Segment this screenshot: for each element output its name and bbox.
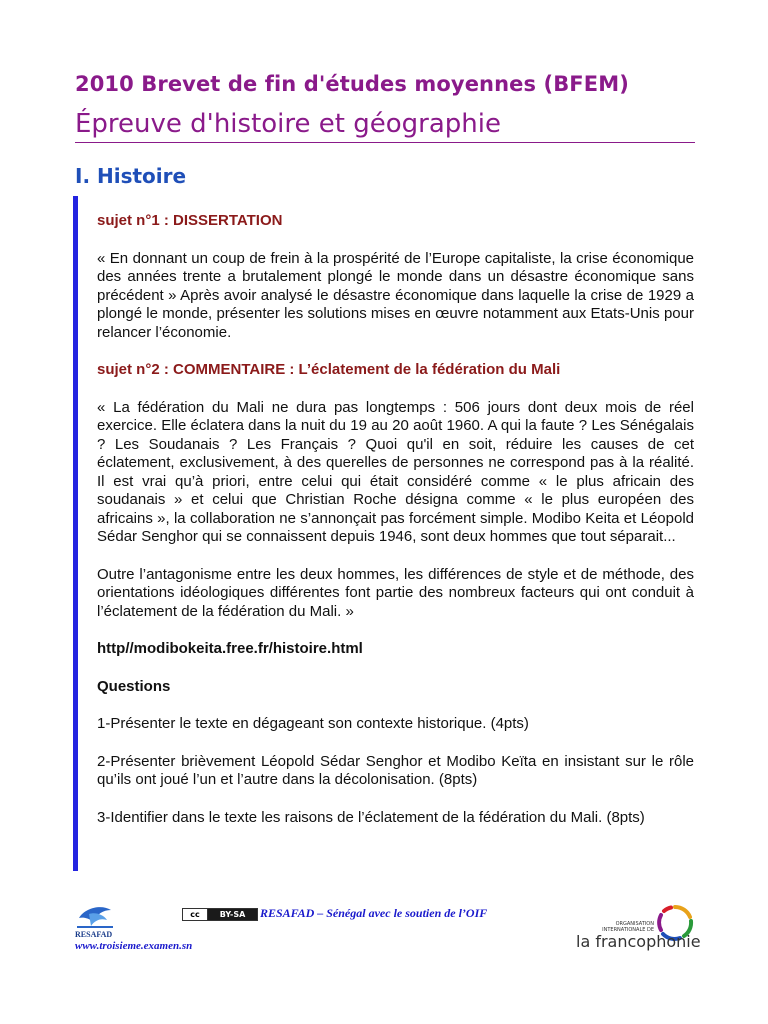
oif-name: la francophonie <box>576 932 701 951</box>
footer-url[interactable]: www.troisieme.examen.sn <box>75 940 193 952</box>
question-2: 2-Présenter brièvement Léopold Sédar Senghor et Modibo Keïta en insistant sur le rôle qu’ils ont joué l’un et l’autre dans la décolonisation. (8pts) <box>97 752 694 788</box>
document-title: 2010 Brevet de fin d'études moyennes (BFEM) <box>75 72 629 96</box>
content-body <box>97 212 694 827</box>
title-divider <box>75 142 695 143</box>
subject-2-paragraph-2: Outre l’antagonisme entre les deux hommes, les différences de style et de méthode, des orientations idéologiques différentes font partie des nombreux facteurs qui ont conduit à l’éclatement de la fédération du Mali. » <box>97 565 694 620</box>
subject-1-text: « En donnant un coup de frein à la prospérité de l’Europe capitaliste, la crise économique des années trente a brutalement plongé le monde dans un désastre économique sans précédent » Après avoir analysé le désastre économique dans laquelle la crise de 1929 a plongé le monde, présenter les solutions mises en œuvre notamment aux Etats-Unis pour relancer l’économie. <box>97 249 694 341</box>
resafad-logo-label: RESAFAD <box>75 930 113 939</box>
question-3: 3-Identifier dans le texte les raisons de l’éclatement de la fédération du Mali. (8pts) <box>97 808 645 826</box>
oif-subtitle: ORGANISATION INTERNATIONALE DE <box>602 921 654 933</box>
subject-2-paragraph-1: « La fédération du Mali ne dura pas longtemps : 506 jours dont deux mois de réel exercice. Elle éclatera dans la nuit du 19 au 20 août 1960. A qui la faute ? Les Sénégalais ? Les Soudanais ? Les Français ? Quoi qu'il en soit, réduire les causes de cet éclatement, exclusivement, à des querelles de personnes ne correspond pas à la réalité. Il est vrai qu’à priori, entre celui qui était considéré comme « le plus africain des soudanais » et celui que Christian Roche désigna comme « le plus européen des africains », la collaboration ne s’annonçait pas forcément simple. Modibo Keita et Léopold Sédar Senghor qui se connaissent depuis 1946, sont deux hommes que tout séparait... <box>97 398 694 545</box>
cc-license-badge <box>182 908 258 921</box>
document-subtitle: Épreuve d'histoire et géographie <box>75 109 501 139</box>
cc-badge-left: cc <box>183 909 208 920</box>
cc-badge-right: BY-SA <box>208 909 257 920</box>
footer-credit: RESAFAD – Sénégal avec le soutien de l’OIF <box>260 906 488 920</box>
question-1: 1-Présenter le texte en dégageant son contexte historique. (4pts) <box>97 715 529 732</box>
subject-2-heading: sujet n°2 : COMMENTAIRE : L’éclatement de la fédération du Mali <box>97 361 561 378</box>
questions-heading: Questions <box>97 677 171 695</box>
section-heading: I. Histoire <box>75 164 187 188</box>
subject-1-heading: sujet n°1 : DISSERTATION <box>97 212 283 229</box>
source-link: http//modibokeita.free.fr/histoire.html <box>97 640 363 657</box>
content-accent-bar <box>73 196 78 871</box>
